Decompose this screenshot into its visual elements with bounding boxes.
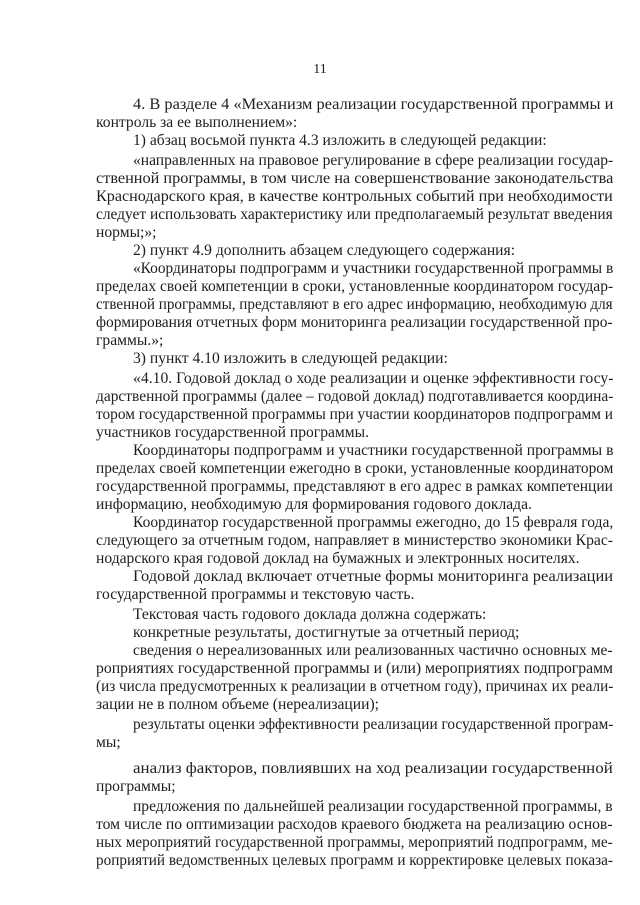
text-line: программы;: [96, 778, 176, 795]
text-line: пределах своей компетенции в сроки, установленные координатором государ-: [96, 278, 614, 295]
text-line: тором государственной программы при участии координаторов подпрограмм и: [96, 406, 613, 423]
text-line: информацию, необходимую для формирования годового доклада.: [96, 496, 532, 513]
text-line: следует использовать характеристику или предполагаемый результат введения: [96, 206, 613, 223]
text-line: 1) абзац восьмой пункта 4.3 изложить в следующей редакции:: [133, 132, 547, 149]
text-line: государственной программы и текстовую часть.: [96, 586, 415, 603]
text-line: граммы.»;: [96, 332, 164, 349]
text-line: мы;: [96, 734, 121, 751]
text-line: том числе по оптимизации расходов краевого бюджета на реализацию основ-: [96, 816, 613, 833]
text-line: «4.10. Годовой доклад о ходе реализации и оценке эффективности госу-: [133, 370, 614, 387]
page-number: 11: [313, 62, 327, 77]
text-line: зации не в полном объеме (нереализации);: [96, 696, 379, 713]
text-line: анализ факторов, повлиявших на ход реализации государственной: [133, 760, 613, 777]
text-line: Координаторы подпрограмм и участники государственной программы в: [133, 442, 614, 459]
text-line: роприятий ведомственных целевых программ и корректировке целевых показа-: [96, 852, 613, 869]
text-line: 2) пункт 4.9 дополнить абзацем следующего содержания:: [133, 242, 516, 259]
text-line: 3) пункт 4.10 изложить в следующей редакции:: [133, 350, 448, 367]
text-line: предложения по дальнейшей реализации государственной программы, в: [133, 798, 613, 815]
text-line: сведения о нереализованных или реализованных частично основных ме-: [133, 642, 613, 659]
text-line: пределах своей компетенции ежегодно в сроки, установленные координатором: [96, 460, 614, 477]
text-line: нормы;»;: [96, 224, 157, 241]
text-line: «направленных на правовое регулирование в сфере реализации государ-: [133, 152, 614, 169]
text-line: контроль за ее выполнением»:: [96, 114, 298, 131]
text-line: участников государственной программы.: [96, 424, 370, 441]
text-line: конкретные результаты, достигнутые за отчетный период;: [133, 624, 520, 641]
text-line: (из числа предусмотренных к реализации в отчетном году), причинах их реали-: [96, 678, 614, 695]
text-line: Текстовая часть годового доклада должна содержать:: [133, 606, 487, 623]
text-line: «Координаторы подпрограмм и участники государственной программы в: [133, 260, 614, 277]
text-line: ственной программы, представляют в его адрес информацию, необходимую для: [96, 296, 613, 313]
text-line: следующего за отчетным годом, направляет в министерство экономики Крас-: [96, 532, 614, 549]
text-line: Координатор государственной программы ежегодно, до 15 февраля года,: [133, 514, 614, 531]
text-line: ственной программы, в том числе на совершенствование законодательства: [96, 170, 614, 187]
text-line: формирования отчетных форм мониторинга реализации государственной про-: [96, 314, 613, 331]
text-line: государственной программы, представляют в его адрес в рамках компетенции: [96, 478, 613, 495]
text-line: нодарского края годовой доклад на бумажных и электронных носителях.: [96, 550, 580, 567]
text-line: Годовой доклад включает отчетные формы мониторинга реализации: [133, 568, 614, 585]
text-line: ных мероприятий государственной программы, мероприятий подпрограмм, ме-: [96, 834, 613, 851]
text-line: результаты оценки эффективности реализации государственной програм-: [133, 716, 614, 733]
text-line: дарственной программы (далее – годовой доклад) подготавливается координа-: [96, 388, 614, 405]
text-line: 4. В разделе 4 «Механизм реализации государственной программы и: [133, 96, 614, 113]
text-line: роприятиях государственной программы и (или) мероприятиях подпрограмм: [96, 660, 613, 677]
text-line: Краснодарского края, в качестве контрольных событий при необходимости: [96, 188, 613, 205]
